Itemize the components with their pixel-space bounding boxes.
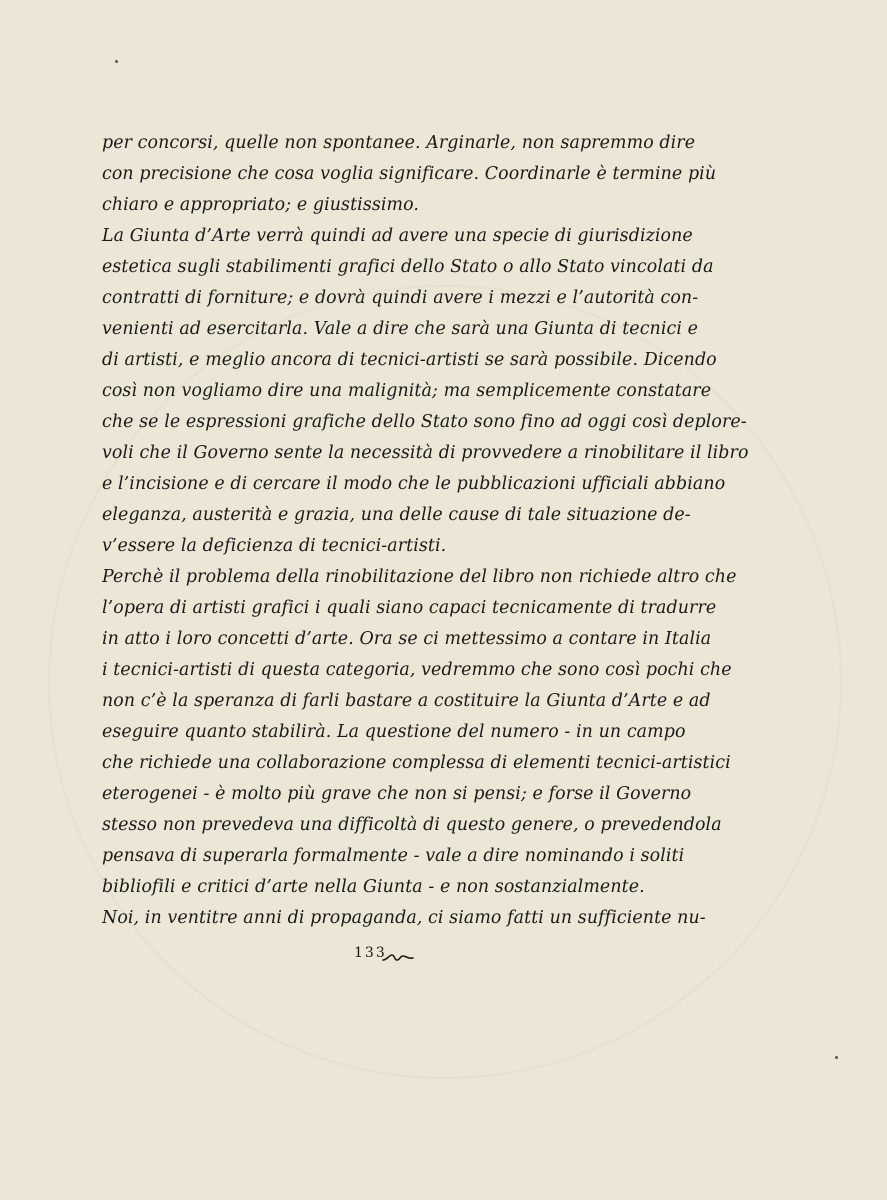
text-line: estetica sugli stabilimenti grafici dello Stato o allo Stato vincolati da [102, 257, 714, 277]
page-number: 133 [354, 945, 387, 961]
text-line: La Giunta d’Arte verrà quindi ad avere una specie di giurisdizione [102, 226, 693, 246]
text-line: che se le espressioni grafiche dello Stato sono fino ad oggi così deplore- [102, 412, 747, 432]
text-line: venienti ad esercitarla. Vale a dire che sarà una Giunta di tecnici e [102, 319, 699, 339]
text-line: l’opera di artisti grafici i quali siano capaci tecnicamente di tradurre [102, 598, 717, 618]
text-line: voli che il Governo sente la necessità di provvedere a rinobilitare il libro [102, 443, 749, 463]
text-line: stesso non prevedeva una difficoltà di questo genere, o prevedendola [102, 815, 722, 835]
text-line: e l’incisione e di cercare il modo che le pubblicazioni ufficiali abbiano [102, 474, 726, 494]
text-line: non c’è la speranza di farli bastare a costituire la Giunta d’Arte e ad [102, 691, 711, 711]
text-line: per concorsi, quelle non spontanee. Arginarle, non sapremmo dire [102, 133, 696, 153]
text-line: v’essere la deficienza di tecnici-artisti. [102, 536, 447, 556]
body-text [102, 128, 749, 934]
text-line: i tecnici-artisti di questa categoria, vedremmo che sono così pochi che [102, 660, 732, 680]
paper-speck [115, 60, 118, 63]
text-line: eleganza, austerità e grazia, una delle cause di tale situazione de- [102, 505, 691, 525]
text-line: bibliofili e critici d’arte nella Giunta - e non sostanzialmente. [102, 877, 645, 897]
text-line: eseguire quanto stabilirà. La questione del numero - in un campo [102, 722, 686, 742]
text-line: pensava di superarla formalmente - vale a dire nominando i soliti [102, 846, 685, 866]
text-line: eterogenei - è molto più grave che non si pensi; e forse il Governo [102, 784, 692, 804]
text-line: che richiede una collaborazione complessa di elementi tecnici-artistici [102, 753, 731, 773]
paper-speck [835, 1056, 838, 1059]
text-line: di artisti, e meglio ancora di tecnici-artisti se sarà possibile. Dicendo [102, 350, 717, 370]
flourish-icon [382, 951, 414, 963]
text-line: Perchè il problema della rinobilitazione del libro non richiede altro che [102, 567, 737, 587]
text-line: contratti di forniture; e dovrà quindi avere i mezzi e l’autorità con- [102, 288, 699, 308]
text-line: Noi, in ventitre anni di propaganda, ci siamo fatti un sufficiente nu- [102, 908, 706, 928]
text-line: in atto i loro concetti d’arte. Ora se ci mettessimo a contare in Italia [102, 629, 712, 649]
text-line: con precisione che cosa voglia significare. Coordinarle è termine più [102, 164, 717, 184]
text-line: così non vogliamo dire una malignità; ma semplicemente constatare [102, 381, 712, 401]
text-line: chiaro e appropriato; e giustissimo. [102, 195, 420, 215]
